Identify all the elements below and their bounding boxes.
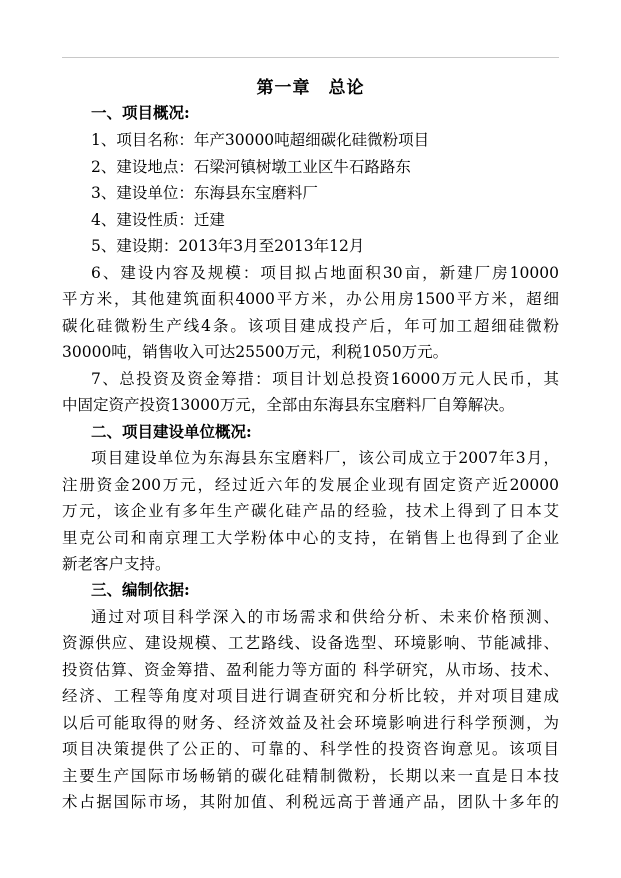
basis-paragraph-line: 主要生产国际市场畅销的碳化硅精制微粉，长期以来一直是日本技: [62, 767, 559, 785]
item6-line: 平方米，其他建筑面积4000平方米，办公用房1500平方米，超细: [62, 290, 559, 308]
item-period: 5、建设期：2013年3月至2013年12月: [91, 237, 365, 255]
unit-paragraph-line: 新老客户支持。: [62, 555, 171, 573]
basis-paragraph-line: 以后可能取得的财务、经济效益及社会环境影响进行科学预测，为: [62, 714, 559, 732]
basis-paragraph-line: 项目决策提供了公正的、可靠的、科学性的投资咨询意见。该项目: [62, 740, 559, 758]
unit-paragraph-line: 项目建设单位为东海县东宝磨料厂，该公司成立于2007年3月，: [91, 449, 559, 467]
item-location: 2、建设地点：石梁河镇树墩工业区牛石路路东: [91, 158, 411, 176]
unit-paragraph-line: 里克公司和南京理工大学粉体中心的支持，在销售上也得到了企业: [62, 529, 559, 547]
chapter-title: 第一章 总论: [256, 78, 365, 98]
basis-paragraph-line: 资源供应、建设规模、工艺路线、设备选型、环境影响、节能减排、: [62, 634, 559, 652]
item6-line: 6、建设内容及规模：项目拟占地面积30亩，新建厂房10000: [91, 264, 559, 282]
item6-line: 30000吨，销售收入可达25500万元，利税1050万元。: [62, 343, 449, 361]
item7-line: 中固定资产投资13000万元，全部由东海县东宝磨料厂自筹解决。: [62, 396, 515, 414]
basis-paragraph-line: 通过对项目科学深入的市场需求和供给分析、未来价格预测、: [91, 608, 559, 626]
item6-line: 碳化硅微粉生产线4条。该项目建成投产后，年可加工超细硅微粉: [62, 317, 559, 335]
header-rule: [62, 57, 559, 58]
basis-paragraph-line: 术占据国际市场，其附加值、利税远高于普通产品，团队十多年的: [62, 793, 559, 811]
section-heading-basis: 三、编制依据:: [91, 580, 190, 599]
basis-paragraph-line: 投资估算、资金筹措、盈利能力等方面的 科学研究，从市场、技术、: [62, 661, 559, 679]
section-heading-overview: 一、项目概况:: [91, 103, 190, 122]
unit-paragraph-line: 万元，该企业有多年生产碳化硅产品的经验，技术上得到了日本艾: [62, 502, 559, 520]
item7-line: 7、总投资及资金筹措：项目计划总投资16000万元人民币，其: [91, 370, 559, 388]
unit-paragraph-line: 注册资金200万元，经过近六年的发展企业现有固定资产近20000: [62, 476, 559, 494]
section-heading-unit: 二、项目建设单位概况:: [91, 422, 252, 441]
item-project-name: 1、项目名称：年产30000吨超细碳化硅微粉项目: [91, 131, 430, 149]
basis-paragraph-line: 经济、工程等角度对项目进行调查研究和分析比较，并对项目建成: [62, 687, 559, 705]
item-nature: 4、建设性质：迁建: [91, 211, 225, 229]
item-unit: 3、建设单位：东海县东宝磨料厂: [91, 184, 318, 202]
